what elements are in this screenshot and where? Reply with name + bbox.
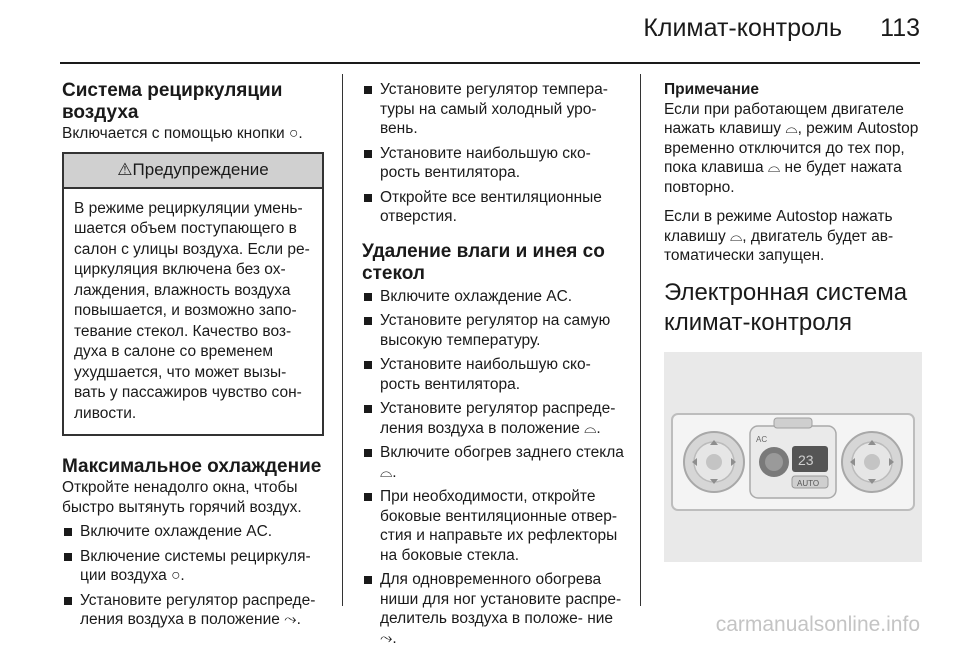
header-rule [60, 62, 920, 64]
column-divider-left [342, 74, 343, 606]
bullet-icon [364, 317, 372, 325]
max-cooling-intro: Откройте ненадолго окна, чтобы быстро вытянуть горячий воздух. [62, 478, 324, 517]
recirculation-text: Включается с помощью кнопки ○. [62, 124, 324, 144]
bullet-icon [364, 449, 372, 457]
note-text-1: Если при работающем двигателе нажать клавишу ⌓, режим Autostop временно отключится до тех пор, пока клавиша ⌓ не будет нажата повторно. [664, 100, 924, 198]
cooling-steps-list [362, 80, 624, 227]
warning-header [64, 154, 322, 189]
list-item: Установите регулятор на самую высокую температуру. [362, 311, 624, 350]
defog-heading: Удаление влаги и инея со стекол [362, 241, 624, 285]
warning-icon: ⚠ [117, 160, 132, 179]
max-cooling-list [62, 522, 324, 630]
panel-auto-label: AUTO [797, 479, 819, 488]
recirculation-heading: Система рециркуляции воздуха [62, 80, 324, 124]
climate-panel-illustration [664, 352, 922, 562]
defog-list [362, 287, 624, 648]
bullet-icon [364, 405, 372, 413]
list-item: Установите регулятор распреде- ления воздуха в положение ⤳. [62, 591, 324, 630]
page-number: 113 [880, 14, 920, 43]
bullet-icon [364, 493, 372, 501]
bullet-icon [64, 597, 72, 605]
bullet-icon [364, 293, 372, 301]
bullet-icon [364, 361, 372, 369]
max-cooling-heading: Максимальное охлаждение [62, 456, 324, 478]
note-text-2: Если в режиме Autostop нажать клавишу ⌓, двигатель будет ав- томатически запущен. [664, 207, 924, 266]
list-item: Установите регулятор темпера- туры на самый холодный уро- вень. [362, 80, 624, 139]
list-item: Установите регулятор распреде- ления воздуха в положение ⌓. [362, 399, 624, 438]
column-divider-right [640, 74, 641, 606]
panel-ac-label: AC [756, 435, 767, 444]
list-item: Для одновременного обогрева ниши для ног установите распре- делитель воздуха в положе- ние ⤳. [362, 570, 624, 648]
list-item: Включите охлаждение AC. [362, 287, 624, 307]
ecc-heading: Электронная система климат-контроля [664, 278, 924, 338]
climate-panel-figure [664, 352, 922, 562]
watermark: carmanualsonline.info [716, 613, 920, 637]
list-item: Включите охлаждение AC. [62, 522, 324, 542]
bullet-icon [64, 528, 72, 536]
list-item: Установите наибольшую ско- рость вентилятора. [362, 355, 624, 394]
list-item: Установите наибольшую ско- рость вентилятора. [362, 144, 624, 183]
column-3 [664, 80, 924, 562]
column-1 [62, 80, 324, 630]
bullet-icon [364, 576, 372, 584]
list-item: При необходимости, откройте боковые вентиляционные отвер- стия и направьте их рефлекторы на боковые стекла. [362, 487, 624, 565]
warning-title: Предупреждение [133, 160, 269, 179]
bullet-icon [364, 86, 372, 94]
list-item: Включение системы рециркуля- ции воздуха ○. [62, 547, 324, 586]
bullet-icon [64, 553, 72, 561]
warning-text: В режиме рециркуляции умень- шается объем поступающего в салон с улицы воздуха. Если ре- циркуляция включена без ох- лаждения, влажность воздуха повышается, и возможно запо- тевание стекол. Качество воз- духа в салоне со временем ухудшается, что может вызы- вать у пассажиров чувство сон- ливости. [64, 189, 322, 435]
note-heading: Примечание [664, 80, 924, 100]
panel-temp-display: 23 [798, 452, 814, 468]
list-item: Откройте все вентиляционные отверстия. [362, 188, 624, 227]
bullet-icon [364, 150, 372, 158]
bullet-icon [364, 194, 372, 202]
column-2 [362, 80, 624, 648]
warning-box [62, 152, 324, 437]
list-item: Включите обогрев заднего стекла ⌓. [362, 443, 624, 482]
page-header-title: Климат-контроль [643, 14, 842, 43]
